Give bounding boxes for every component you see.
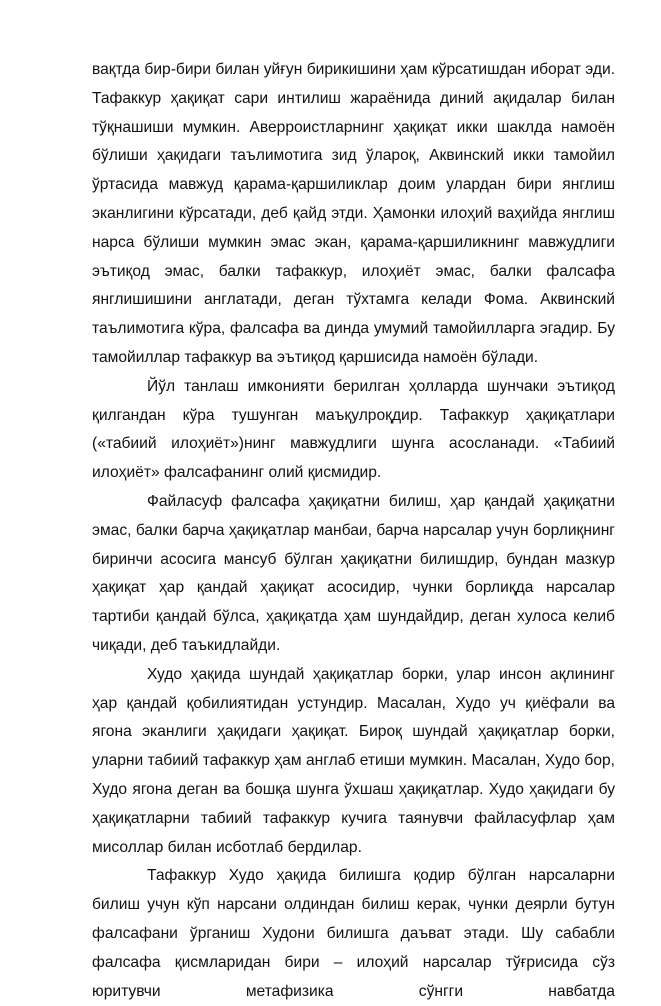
paragraph-truths-about-god: Худо ҳақида шундай ҳақиқатлар борки, улар инсон ақлининг ҳар қандай қобилиятидан устундир. Масалан, Худо уч қиёфали ва ягона эканлиги ҳақидаги ҳақиқат. Бироқ шундай ҳақиқатлар борки, уларни табиий тафаккур ҳам англаб етиши мумкин. Масалан, Худо бор, Худо ягона деган ва бошқа шунга ўхшаш ҳақиқатлар. Худо ҳақидаги бу ҳақиқатларни табиий тафаккур кучига таянувчи файласуфлар ҳам мисоллар билан исботлаб бердилар.	[92, 665, 615, 856]
paragraph-knowing-god: Тафаккур Худо ҳақида билишга қодир бўлган нарсаларни билиш учун кўп нарсани олдиндан билиш керак, чунки деярли бутун фалсафани ўрганиш Худони билишга даъват этади. Шу сабабли фалсафа қисмларидан бири – илоҳий нарсалар тўғрисида сўз юритувчи метафизика сўнгги навбатда	[92, 867, 615, 1000]
paragraph-philosopher-truth: Файласуф фалсафа ҳақиқатни билиш, ҳар қандай ҳақиқатни эмас, балки барча ҳақиқатлар манбаи, барча нарсалар учун борлиқнинг биринчи асосига мансуб бўлган ҳақиқатни билишдир, бундан мазкур ҳақиқат ҳар қандай ҳақиқат асосидир, чунки борлиқда нарсалар тартиби қандай бўлса, ҳақиқатда ҳам шундайдир, деган хулоса келиб чиқади, деб таъкидлайди.	[92, 492, 615, 654]
paragraph-choice-of-understanding: Йўл танлаш имконияти берилган ҳолларда шунчаки эътиқод қилгандан кўра тушунган маъқулроқдир. Тафаккур ҳақиқатлари («табиий илоҳиёт»)нинг мавжудлиги шунга асосланади. «Табиий илоҳиёт» фалсафанинг олий қисмидир.	[92, 377, 615, 482]
document-page	[92, 56, 615, 1006]
paragraph-continuation: вақтда бир-бири билан уйғун бирикишини ҳам кўрсатишдан иборат эди. Тафаккур ҳақиқат сари интилиш жараёнида диний ақидалар билан тўқнашиши мумкин. Аверроистларнинг ҳақиқат икки шаклда намоён бўлиши ҳақидаги таълимотига зид ўлароқ, Аквинский икки тамойил ўртасида мавжуд қарама-қаршиликлар доим улардан бири янглиш эканлигини кўрсатади, деб қайд этди. Ҳамонки илоҳий ваҳийда янглиш нарса бўлиши мумкин эмас экан, қарама-қаршиликнинг мавжудлиги эътиқод эмас, балки тафаккур, илоҳиёт эмас, балки фалсафа янглишишини англатади, деган тўхтамга келади Фома. Аквинский таълимотига кўра, фалсафа ва динда умумий тамойилларга эгадир. Бу тамойиллар тафаккур ва эътиқод қаршисида намоён бўлади.	[92, 61, 615, 366]
